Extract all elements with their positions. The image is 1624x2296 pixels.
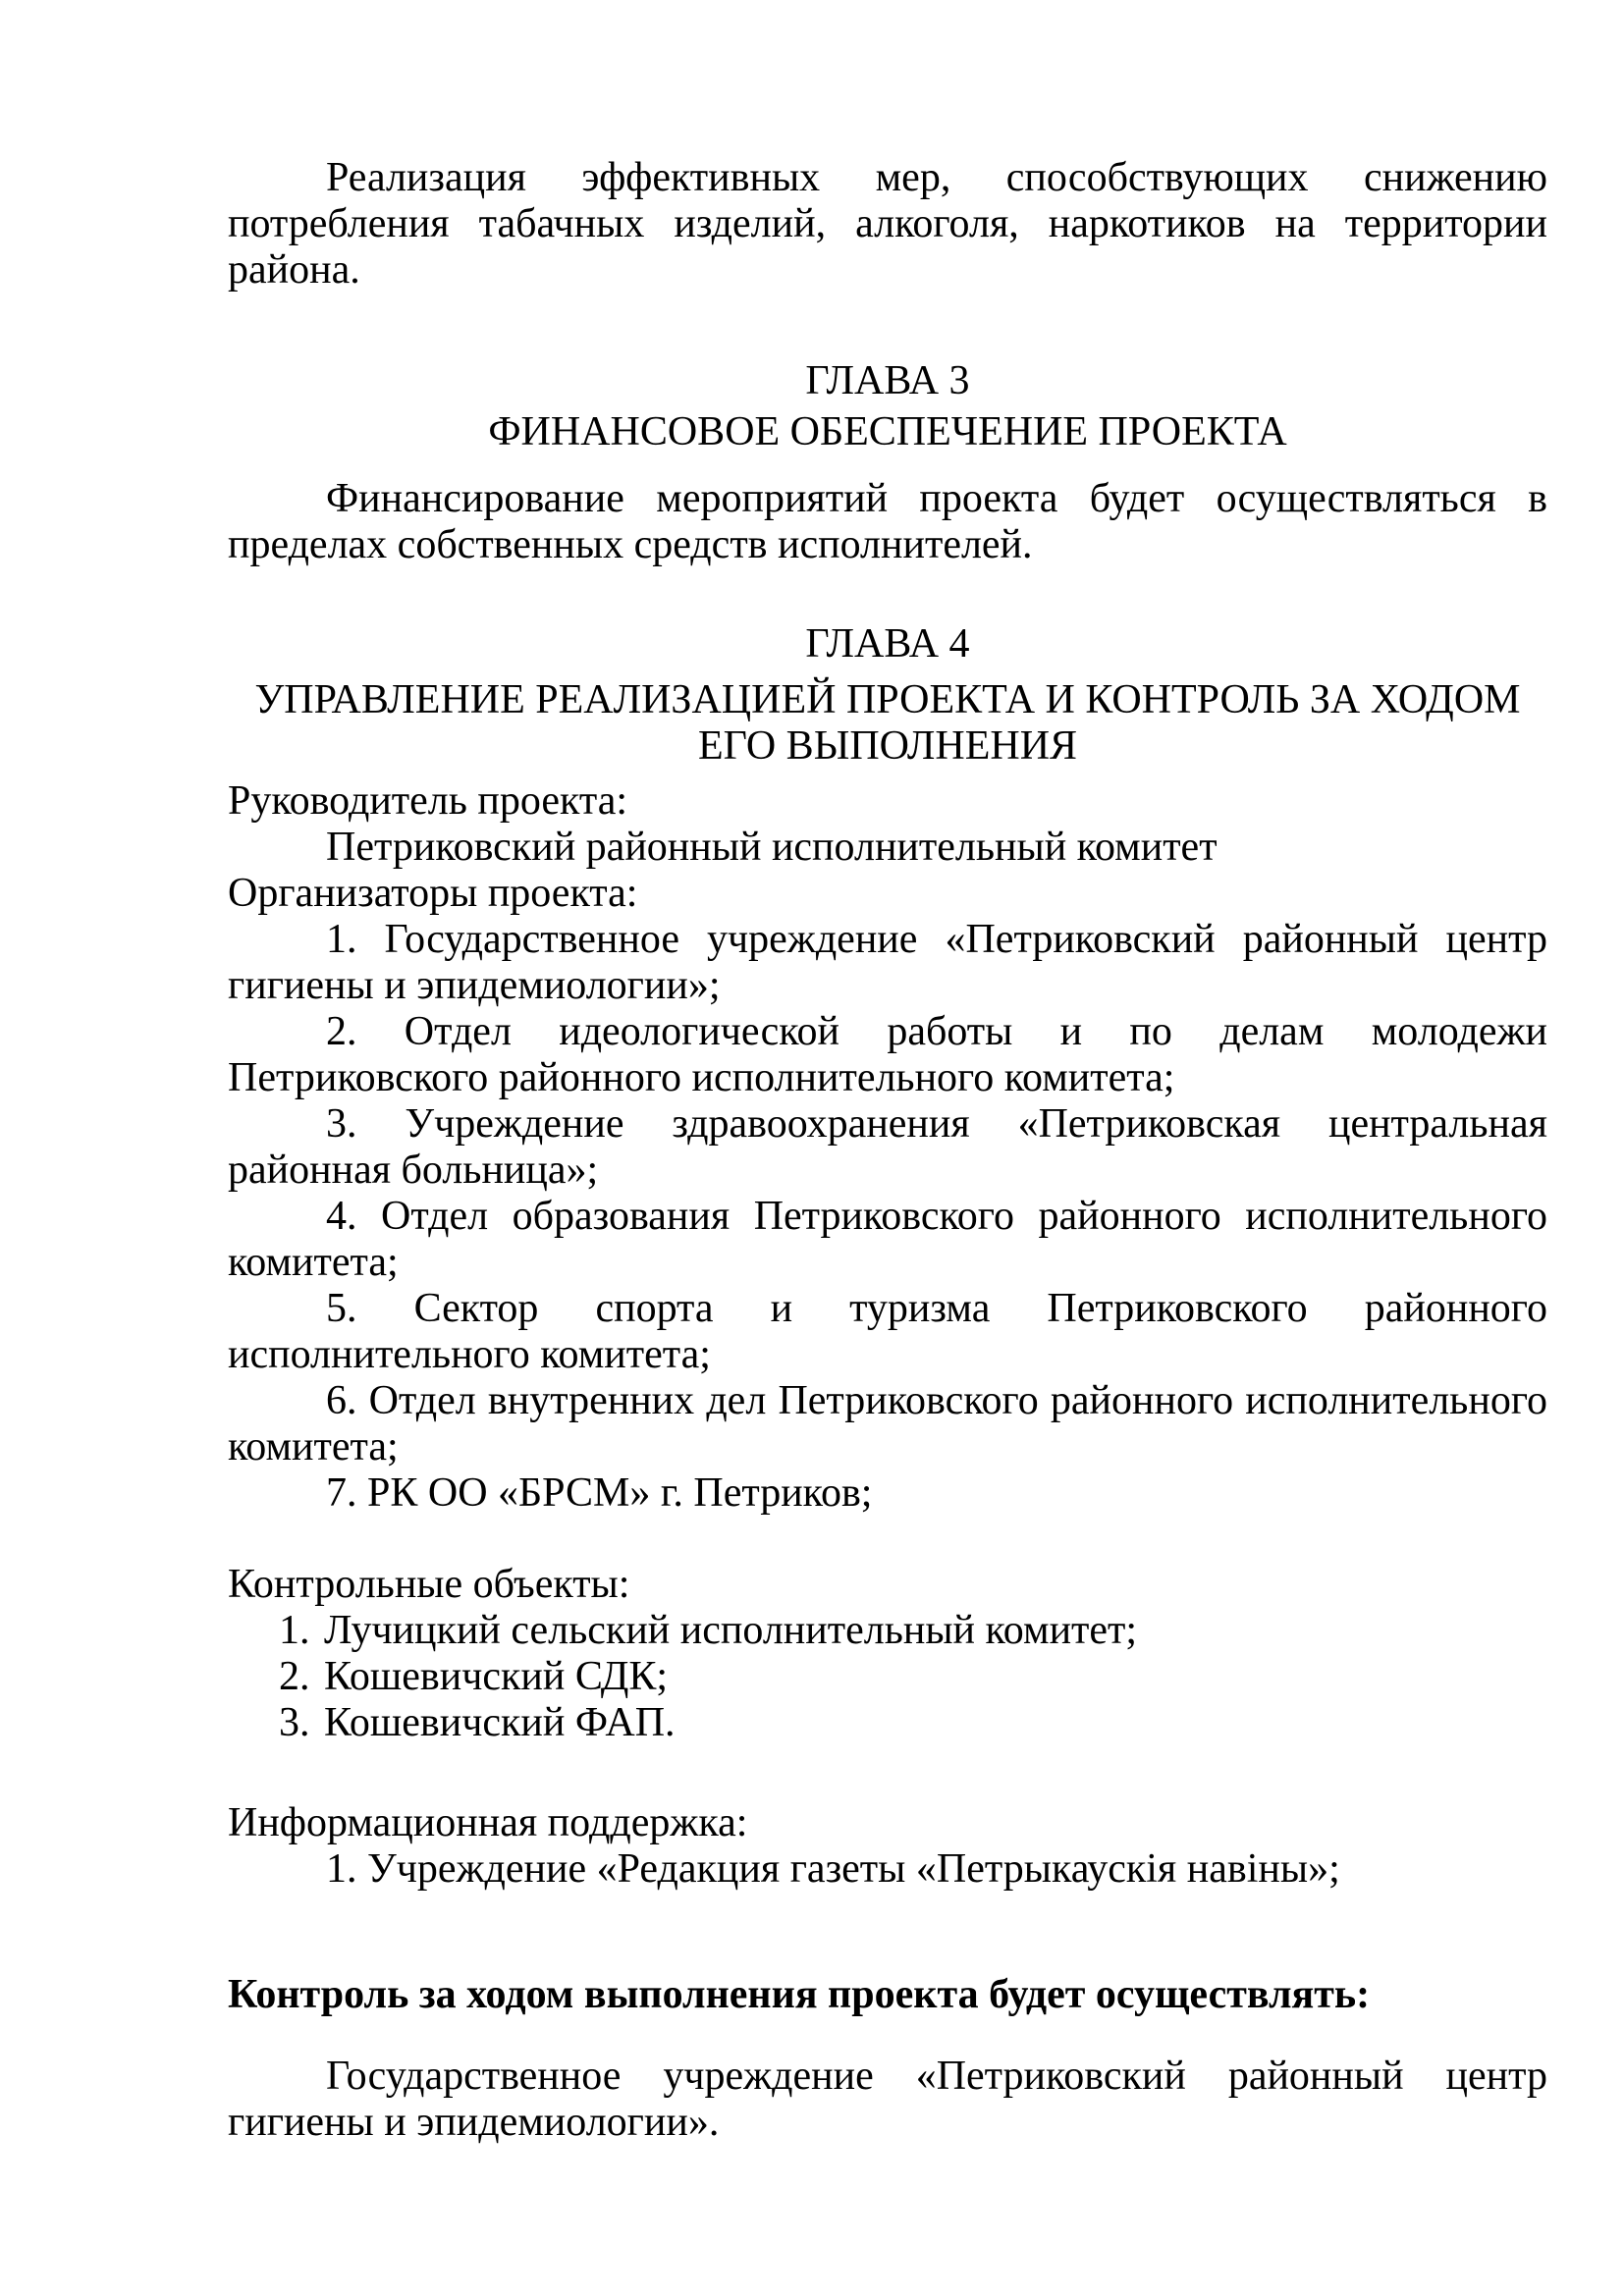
list-item-text: Лучицкий сельский исполнительный комитет; (324, 1608, 1138, 1653)
chapter-4-title-line: УПРАВЛЕНИЕ РЕАЛИЗАЦИЕЙ ПРОЕКТА И КОНТРОЛЬ ЗА ХОДОМ (254, 677, 1521, 722)
chapter-4-number: ГЛАВА 4 (805, 621, 970, 667)
list-item-text: Кошевичский ФАП. (324, 1700, 676, 1745)
chapter-3-number: ГЛАВА 3 (805, 358, 970, 403)
document-content (228, 155, 1547, 2146)
organizers-label: Организаторы проекта: (228, 871, 638, 916)
intro-paragraph-line: района. (228, 247, 360, 293)
project-leader-value: Петриковский районный исполнительный комитет (326, 825, 1218, 870)
intro-paragraph-line: Реализация эффективных мер, способствующих снижению (326, 155, 1547, 200)
chapter-3-title: ФИНАНСОВОЕ ОБЕСПЕЧЕНИЕ ПРОЕКТА (488, 409, 1287, 454)
chapter-3-paragraph-line: Финансирование мероприятий проекта будет осуществляться в (326, 476, 1547, 521)
organizer-item-line: Петриковского районного исполнительного комитета; (228, 1055, 1175, 1100)
control-note: Контроль за ходом выполнения проекта будет осуществлять: (228, 1972, 1371, 2017)
final-paragraph-line: гигиены и эпидемиологии». (228, 2100, 720, 2145)
organizer-item-line: 3. Учреждение здравоохранения «Петриковская центральная (326, 1101, 1547, 1147)
organizer-item-line: гигиены и эпидемиологии»; (228, 963, 721, 1008)
info-support-item: 1. Учреждение «Редакция газеты «Петрыкаускія навіны»; (326, 1846, 1340, 1892)
organizer-item-line: районная больница»; (228, 1148, 599, 1193)
organizer-item-line: 7. РК ОО «БРСМ» г. Петриков; (326, 1470, 873, 1516)
final-paragraph-line: Государственное учреждение «Петриковский районный центр (326, 2054, 1547, 2099)
project-leader-label: Руководитель проекта: (228, 778, 628, 824)
organizer-item-line: исполнительного комитета; (228, 1332, 711, 1377)
list-number: 3. (279, 1700, 310, 1745)
list-number: 2. (279, 1654, 310, 1699)
organizer-item-line: 1. Государственное учреждение «Петриковский районный центр (326, 917, 1547, 962)
organizer-item-line: 2. Отдел идеологической работы и по делам молодежи (326, 1009, 1547, 1054)
organizer-item-line: 5. Сектор спорта и туризма Петриковского районного (326, 1286, 1547, 1331)
control-object-item (228, 1700, 1547, 1746)
control-objects-label: Контрольные объекты: (228, 1562, 630, 1607)
organizer-item-line: комитета; (228, 1240, 399, 1285)
chapter-3-paragraph-line: пределах собственных средств исполнителей. (228, 522, 1033, 567)
chapter-4-title-line: ЕГО ВЫПОЛНЕНИЯ (697, 723, 1078, 769)
control-object-item (228, 1654, 1547, 1700)
list-number: 1. (279, 1608, 310, 1653)
organizer-item-line: комитета; (228, 1424, 399, 1469)
control-object-item (228, 1608, 1547, 1654)
organizer-item-line: 4. Отдел образования Петриковского районного исполнительного (326, 1194, 1547, 1239)
info-support-label: Информационная поддержка: (228, 1800, 748, 1845)
intro-paragraph-line: потребления табачных изделий, алкоголя, наркотиков на территории (228, 201, 1547, 246)
organizer-item-line: 6. Отдел внутренних дел Петриковского районного исполнительного (326, 1378, 1547, 1423)
list-item-text: Кошевичский СДК; (324, 1654, 669, 1699)
